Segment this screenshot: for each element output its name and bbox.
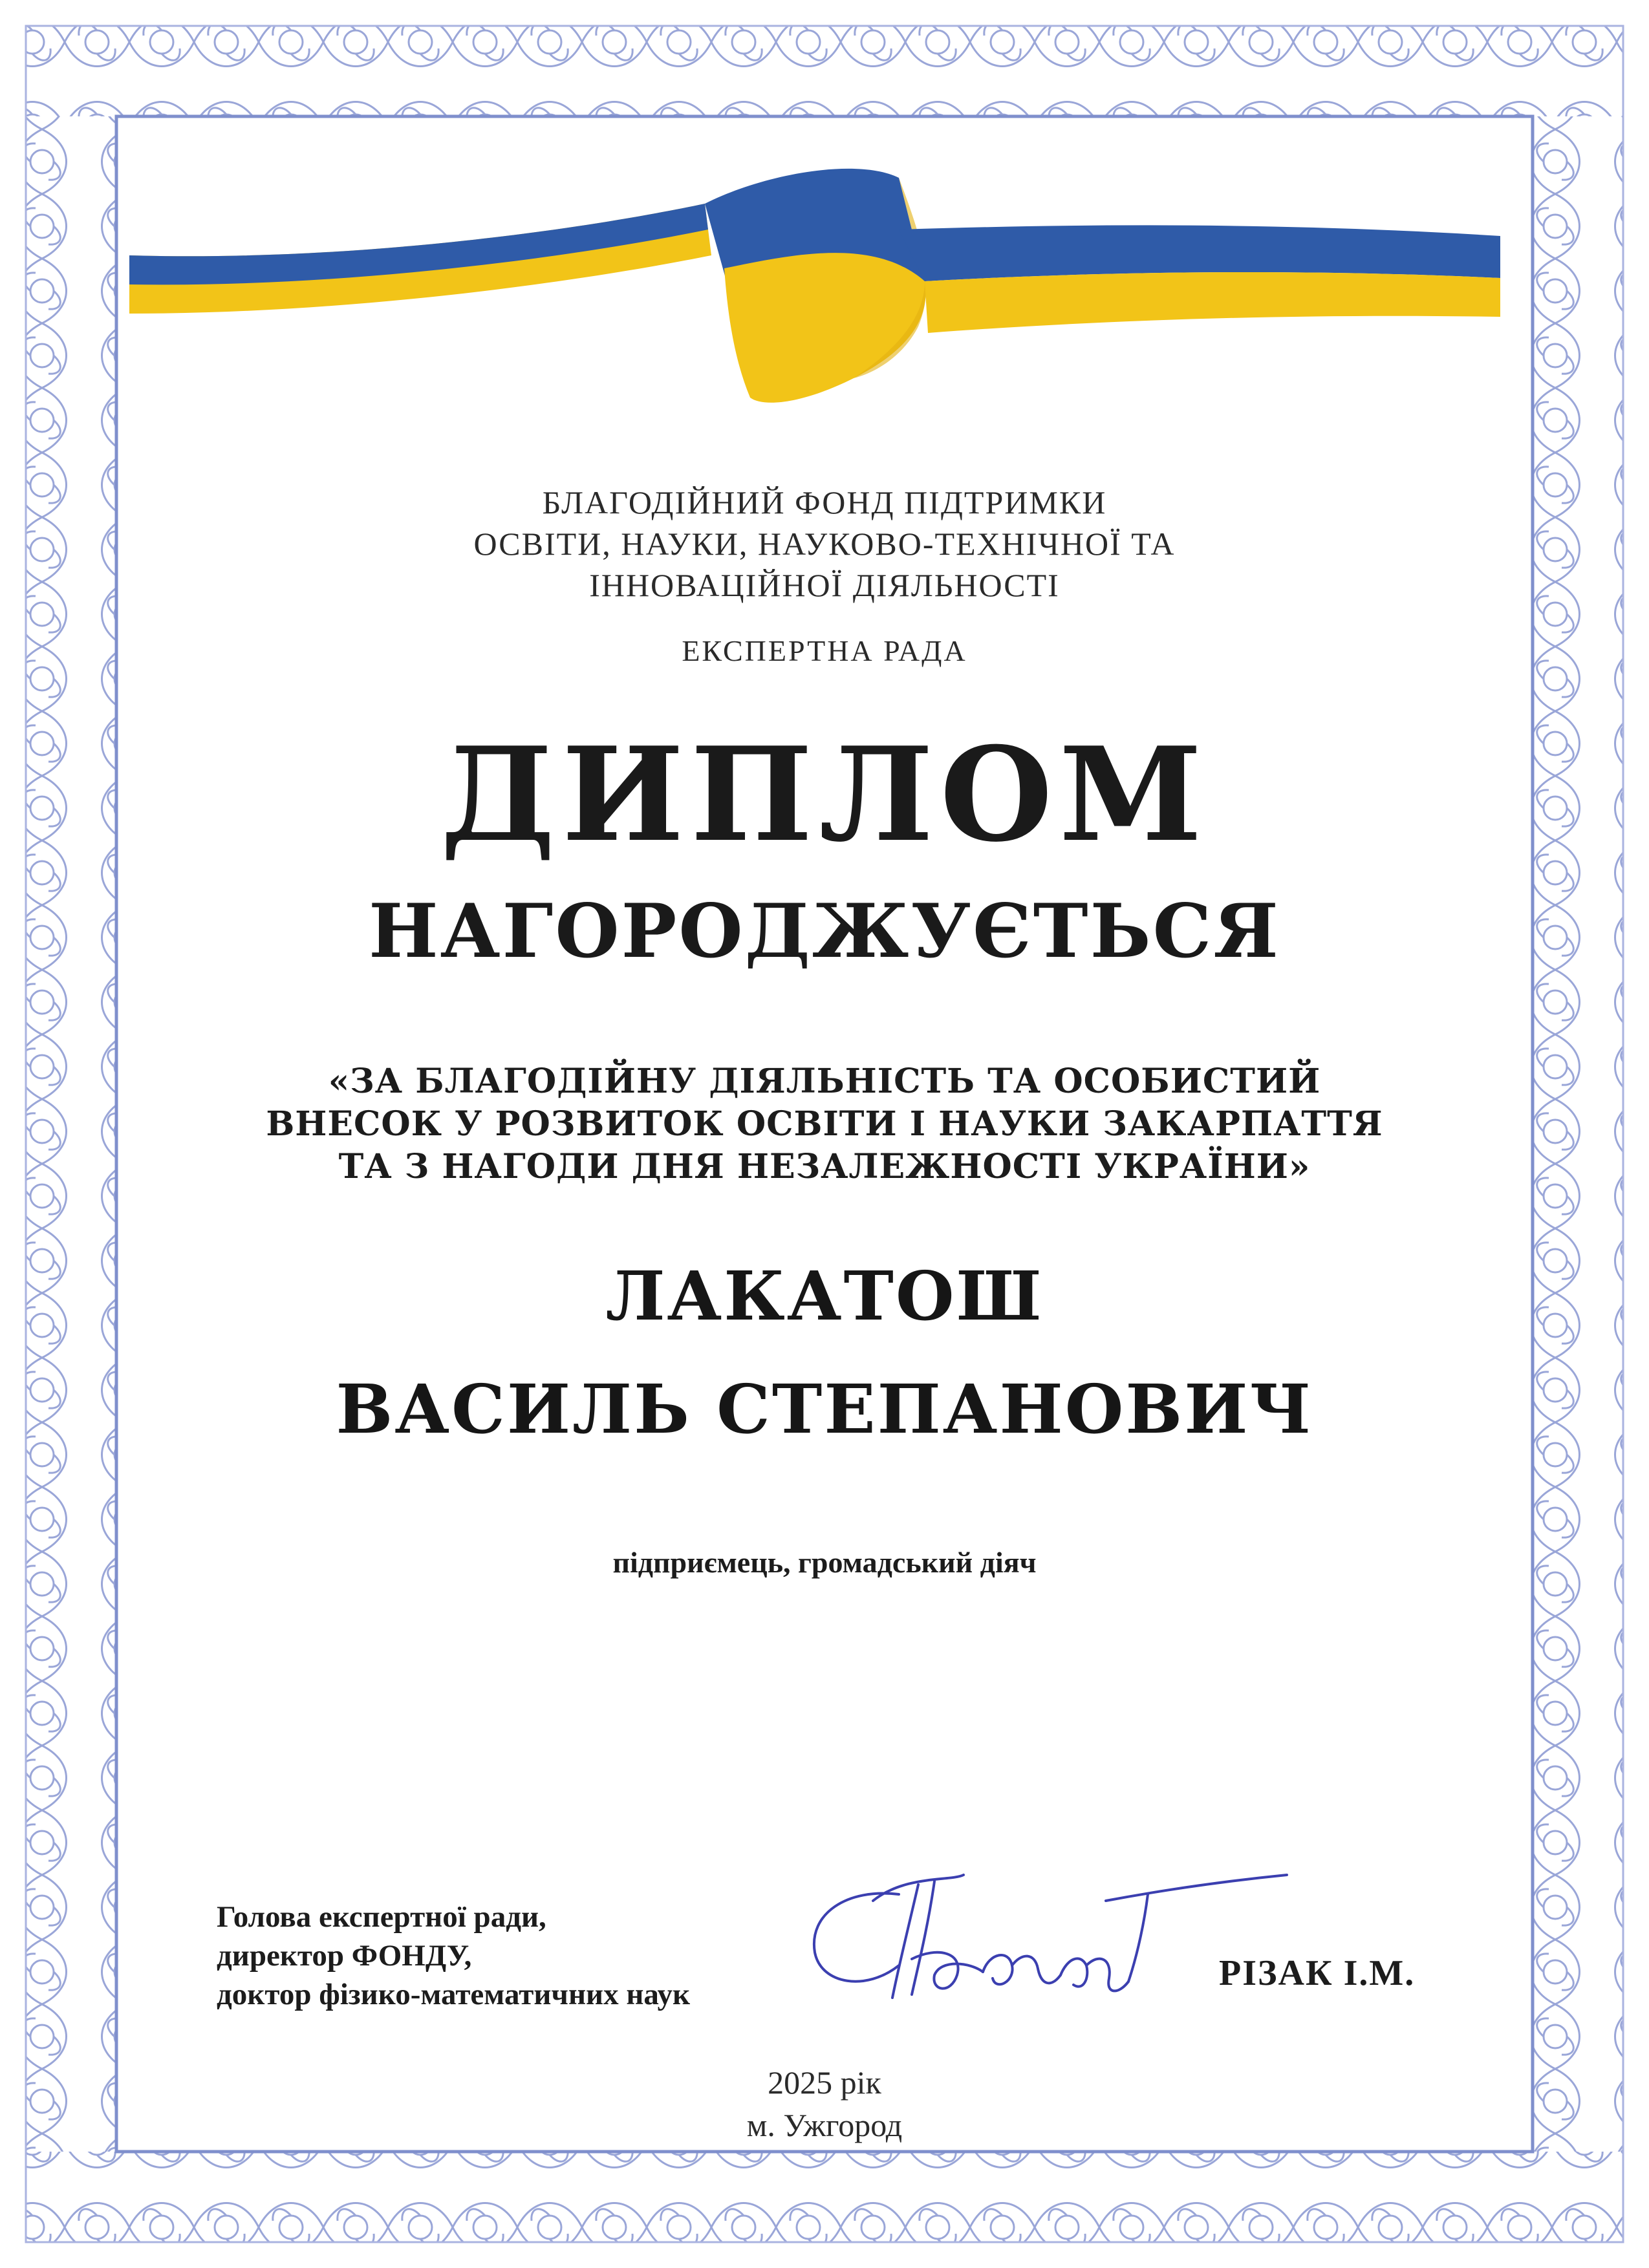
recipient-given-names: ВАСИЛЬ СТЕПАНОВИЧ	[336, 1369, 1313, 1449]
awarded-heading: НАГОРОДЖУЄТЬСЯ	[369, 888, 1280, 974]
award-reason	[0, 1060, 1649, 1188]
flag-ribbon	[129, 152, 1500, 411]
recipient-position: підприємець, громадський діяч	[612, 1546, 1037, 1579]
signer-title	[217, 1898, 690, 2014]
handwritten-signature	[795, 1856, 1313, 2037]
issue-city: м. Ужгород	[746, 2107, 903, 2143]
issue-place-date	[0, 2061, 1649, 2146]
signer-title-line: Голова експертної ради,	[217, 1900, 546, 1934]
signer-title-line: директор ФОНДУ,	[217, 1939, 472, 1973]
recipient-surname: ЛАКАТОШ	[605, 1256, 1044, 1336]
diploma-title: ДИПЛОМ	[440, 719, 1209, 871]
organization-line: БЛАГОДІЙНИЙ ФОНД ПІДТРИМКИ	[542, 484, 1107, 520]
organization-line: ІННОВАЦІЙНОЇ ДІЯЛЬНОСТІ	[589, 567, 1060, 603]
organization-name	[0, 482, 1649, 606]
signer-name: РІЗАК І.М.	[1219, 1953, 1416, 1993]
award-reason-line: ТА З НАГОДИ ДНЯ НЕЗАЛЕЖНОСТІ УКРАЇНИ»	[338, 1147, 1311, 1186]
award-reason-line: ВНЕСОК У РОЗВИТОК ОСВІТИ І НАУКИ ЗАКАРПАТТЯ	[266, 1104, 1383, 1144]
organization-line: ОСВІТИ, НАУКИ, НАУКОВО-ТЕХНІЧНОЇ ТА	[473, 526, 1176, 562]
award-reason-line: «ЗА БЛАГОДІЙНУ ДІЯЛЬНІСТЬ ТА ОСОБИСТИЙ	[328, 1062, 1321, 1101]
signer-title-line: доктор фізико-математичних наук	[217, 1978, 691, 2011]
issue-year: 2025 рік	[768, 2064, 881, 2101]
council-name: ЕКСПЕРТНА РАДА	[682, 634, 967, 667]
